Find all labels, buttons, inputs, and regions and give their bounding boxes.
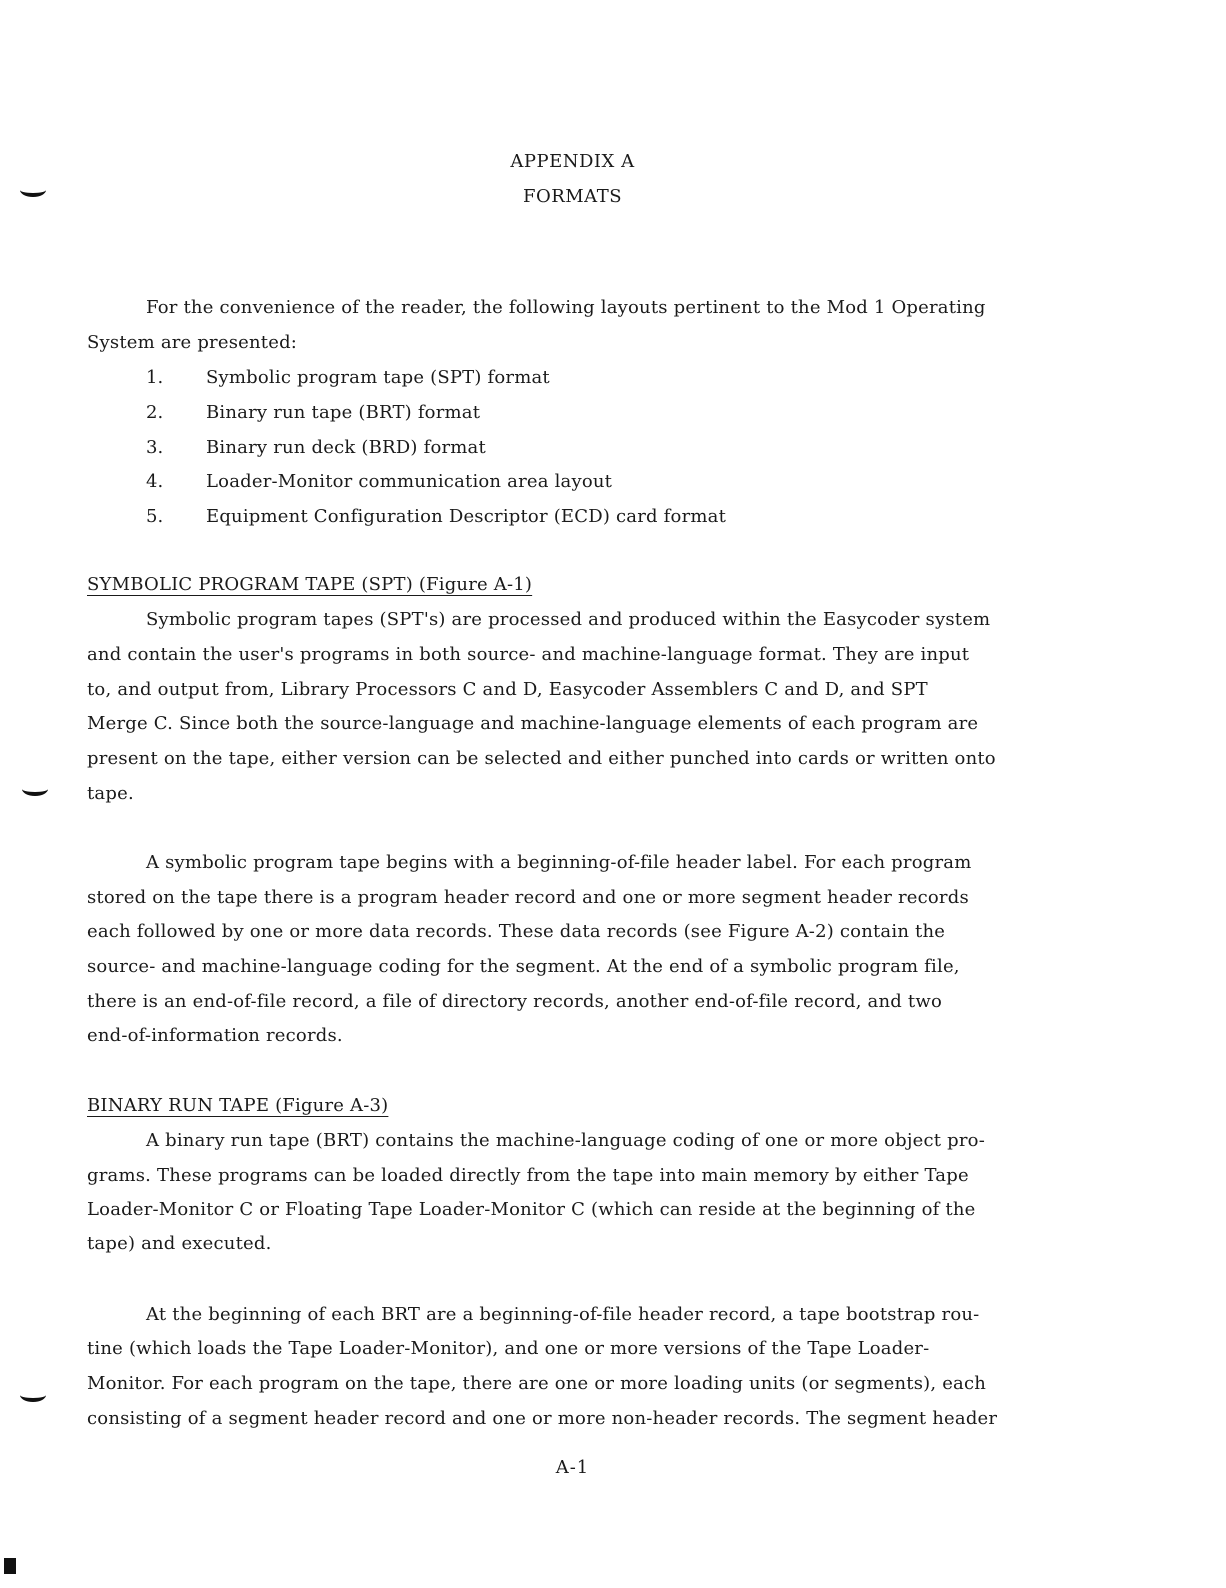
list-item: Binary run tape (BRT) format — [206, 402, 481, 423]
list-item: Symbolic program tape (SPT) format — [206, 367, 550, 388]
paragraph-line: present on the tape, either version can be selected and either punched into cards or written onto — [87, 748, 996, 769]
list-number: 1. — [146, 367, 164, 388]
paragraph-line: Symbolic program tapes (SPT's) are processed and produced within the Easycoder system — [146, 609, 991, 630]
list-number: 3. — [146, 437, 164, 458]
paragraph-line: Loader-Monitor C or Floating Tape Loader-Monitor C (which can reside at the beginning of the — [87, 1199, 976, 1220]
list-number: 2. — [146, 402, 164, 423]
paragraph-line: A binary run tape (BRT) contains the machine-language coding of one or more object pro- — [146, 1130, 985, 1151]
binder-mark-middle — [22, 782, 48, 796]
paragraph-line: grams. These programs can be loaded directly from the tape into main memory by either Tape — [87, 1165, 969, 1186]
paragraph-line: to, and output from, Library Processors C and D, Easycoder Assemblers C and D, and SPT — [87, 679, 928, 700]
list-item: Binary run deck (BRD) format — [206, 437, 486, 458]
list-item: Equipment Configuration Descriptor (ECD) card format — [206, 506, 727, 527]
list-item: Loader-Monitor communication area layout — [206, 471, 613, 492]
scan-artifact — [4, 1558, 16, 1574]
paragraph-line: consisting of a segment header record and one or more non-header records. The segment header — [87, 1408, 998, 1429]
paragraph-line: each followed by one or more data records. These data records (see Figure A-2) contain the — [87, 921, 946, 942]
list-number: 4. — [146, 471, 164, 492]
paragraph-line: Monitor. For each program on the tape, there are one or more loading units (or segments), each — [87, 1373, 987, 1394]
paragraph-line: tape) and executed. — [87, 1233, 272, 1254]
list-number: 5. — [146, 506, 164, 527]
paragraph-line: and contain the user's programs in both source- and machine-language format. They are input — [87, 644, 970, 665]
paragraph-line: A symbolic program tape begins with a beginning-of-file header label. For each program — [146, 852, 972, 873]
section-heading-brt: BINARY RUN TAPE (Figure A-3) — [87, 1095, 389, 1116]
paragraph-line: end-of-information records. — [87, 1025, 343, 1046]
appendix-label: APPENDIX A — [510, 151, 635, 172]
page-number: A-1 — [555, 1457, 590, 1478]
paragraph-line: source- and machine-language coding for the segment. At the end of a symbolic program file, — [87, 956, 960, 977]
paragraph-line: Merge C. Since both the source-language and machine-language elements of each program are — [87, 713, 979, 734]
page-title: FORMATS — [522, 186, 623, 207]
paragraph-line: tine (which loads the Tape Loader-Monitor), and one or more versions of the Tape Loader- — [87, 1338, 930, 1359]
paragraph-line: At the beginning of each BRT are a beginning-of-file header record, a tape bootstrap rou- — [146, 1304, 980, 1325]
section-heading-spt: SYMBOLIC PROGRAM TAPE (SPT) (Figure A-1) — [87, 574, 533, 595]
intro-line: For the convenience of the reader, the following layouts pertinent to the Mod 1 Operating — [146, 297, 986, 318]
paragraph-line: tape. — [87, 783, 134, 804]
intro-line: System are presented: — [87, 332, 298, 353]
paragraph-line: there is an end-of-file record, a file of directory records, another end-of-file record, and two — [87, 991, 942, 1012]
paragraph-line: stored on the tape there is a program header record and one or more segment header records — [87, 887, 969, 908]
binder-mark-bottom — [20, 1388, 46, 1402]
